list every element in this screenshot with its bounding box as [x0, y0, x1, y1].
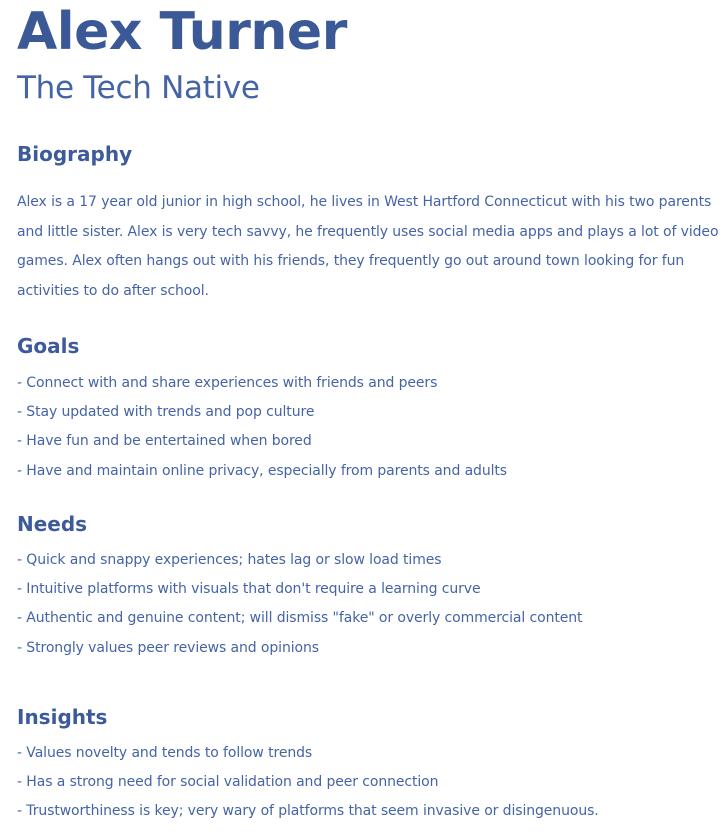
biography-text: Alex is a 17 year old junior in high school, he lives in West Hartford Connecticut with his two parents and little sister. Alex is very tech savvy, he frequently uses social media apps and plays a lot of video games. Alex often hangs out with his friends, they frequently go out around town looking for fun activities to do after school.: [17, 194, 719, 299]
persona-title: The Tech Native: [17, 70, 260, 106]
insight-item: - Trustworthiness is key; very wary of platforms that seem invasive or disingenuous.: [17, 803, 599, 820]
goal-item: - Have and maintain online privacy, especially from parents and adults: [17, 462, 507, 479]
persona-name: Alex Turner: [17, 2, 347, 62]
need-item: - Strongly values peer reviews and opinions: [17, 639, 319, 656]
needs-list: [17, 546, 582, 663]
need-item: - Authentic and genuine content; will dismiss "fake" or overly commercial content: [17, 610, 583, 627]
goal-item: - Have fun and be entertained when bored: [17, 433, 312, 450]
insight-item: - Has a strong need for social validation and peer connection: [17, 774, 439, 791]
insight-item: - Values novelty and tends to follow trends: [17, 745, 313, 761]
insights-list: [17, 739, 599, 827]
goal-item: - Stay updated with trends and pop culture: [17, 404, 315, 421]
goal-item: - Connect with and share experiences with friends and peers: [17, 375, 438, 391]
goals-list: [17, 369, 507, 486]
insights-heading: Insights: [17, 705, 108, 729]
goals-heading: Goals: [17, 334, 80, 358]
need-item: - Intuitive platforms with visuals that don't require a learning curve: [17, 581, 481, 598]
biography-heading: Biography: [17, 142, 133, 166]
needs-heading: Needs: [17, 512, 88, 536]
need-item: - Quick and snappy experiences; hates lag or slow load times: [17, 552, 442, 568]
